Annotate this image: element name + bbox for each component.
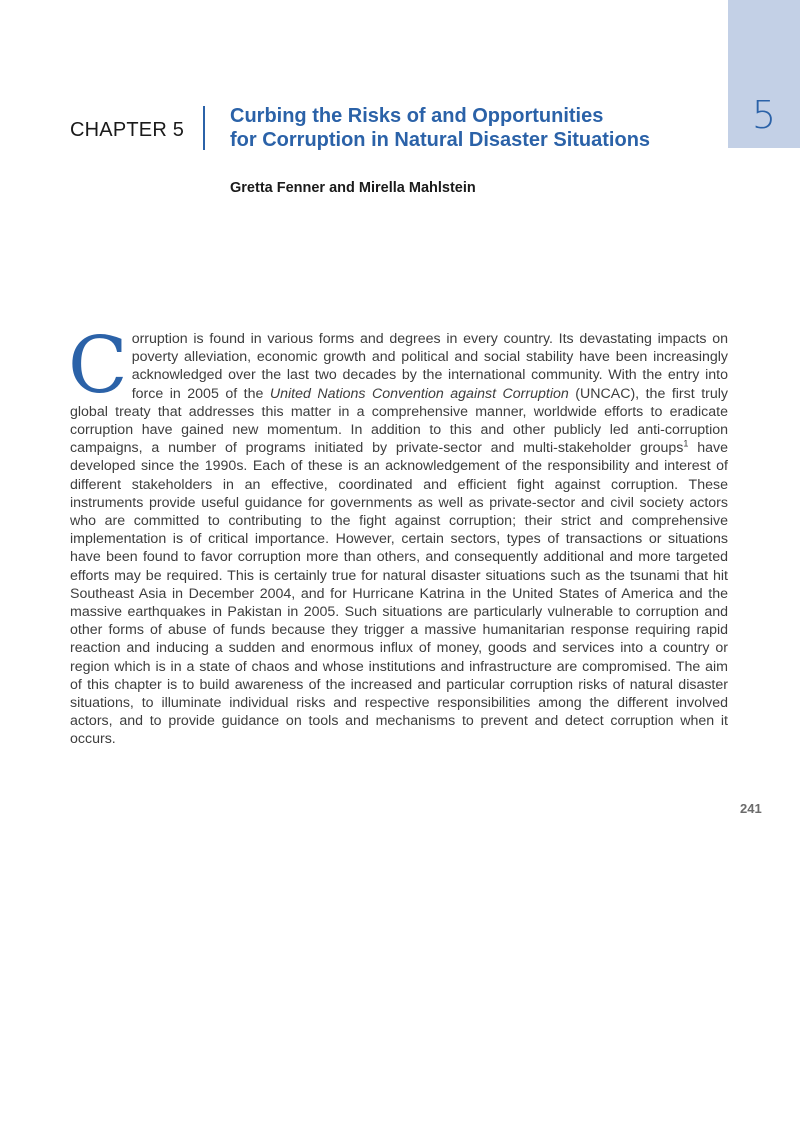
page-number: 241 (740, 801, 762, 816)
chapter-tab (728, 0, 800, 148)
title-divider (203, 106, 205, 150)
chapter-authors: Gretta Fenner and Mirella Mahlstein (230, 180, 476, 196)
body-text-segment-1: orruption is found in various forms and degrees in every country. Its devastating impacts on poverty alleviation, economic growth and political and social stability have been increasingly acknowledged over the last two decades by the international community. With the entry into force in 2005 of the (131, 331, 728, 402)
chapter-label: CHAPTER 5 (70, 119, 185, 141)
chapter-title-line-2: for Corruption in Natural Disaster Situations (230, 129, 651, 151)
chapter-title-line-1: Curbing the Risks of and Opportunities (230, 105, 604, 127)
chapter-tab-number: 5 (751, 93, 777, 137)
convention-name: United Nations Convention against Corruption (269, 385, 569, 402)
footnote-reference[interactable]: 1 (683, 438, 689, 449)
body-paragraph (68, 321, 728, 749)
drop-cap: C (68, 321, 128, 411)
chapter-title (230, 104, 710, 152)
body-text-segment-3: have developed since the 1990s. Each of these is an acknowledgement of the responsibility and interest of different stakeholders in an effective, coordinated and efficient fight against corruption. These instruments provide useful guidance for governments as well as private-sector and civil society actors who are committed to contributing to the fight against corruption; their strict and comprehensive implementation is of critical importance. However, certain sectors, types of transactions or situations have been found to favor corruption more than others, and consequently additional and more targeted efforts may be required. This is certainly true for natural disaster situations such as the tsunami that hit Southeast Asia in December 2004, and for Hurricane Katrina in the United States of America and the massive earthquakes in Pakistan in 2005. Such situations are particularly vulnerable to corruption and other forms of abuse of funds because they trigger a massive humanitarian response requiring rapid reaction and inducing a sudden and enormous influx of money, goods and services into a country or region which is in a state of chaos and whose institutions and infrastructure are compromised. The aim of this chapter is to build awareness of the increased and particular corruption risks of natural disaster situations, to illuminate individual risks and respective responsibilities among the different involved actors, and to provide guidance on tools and mechanisms to prevent and detect corruption when it occurs. (70, 440, 728, 748)
body-text-segment-2: (UNCAC), the first truly global treaty that addresses this matter in a comprehensive manner, worldwide efforts to eradicate corruption have gained new momentum. In addition to this and other publicly led anti-corruption campaigns, a number of programs initiated by private-sector and multi-stakeholder groups (70, 385, 728, 457)
